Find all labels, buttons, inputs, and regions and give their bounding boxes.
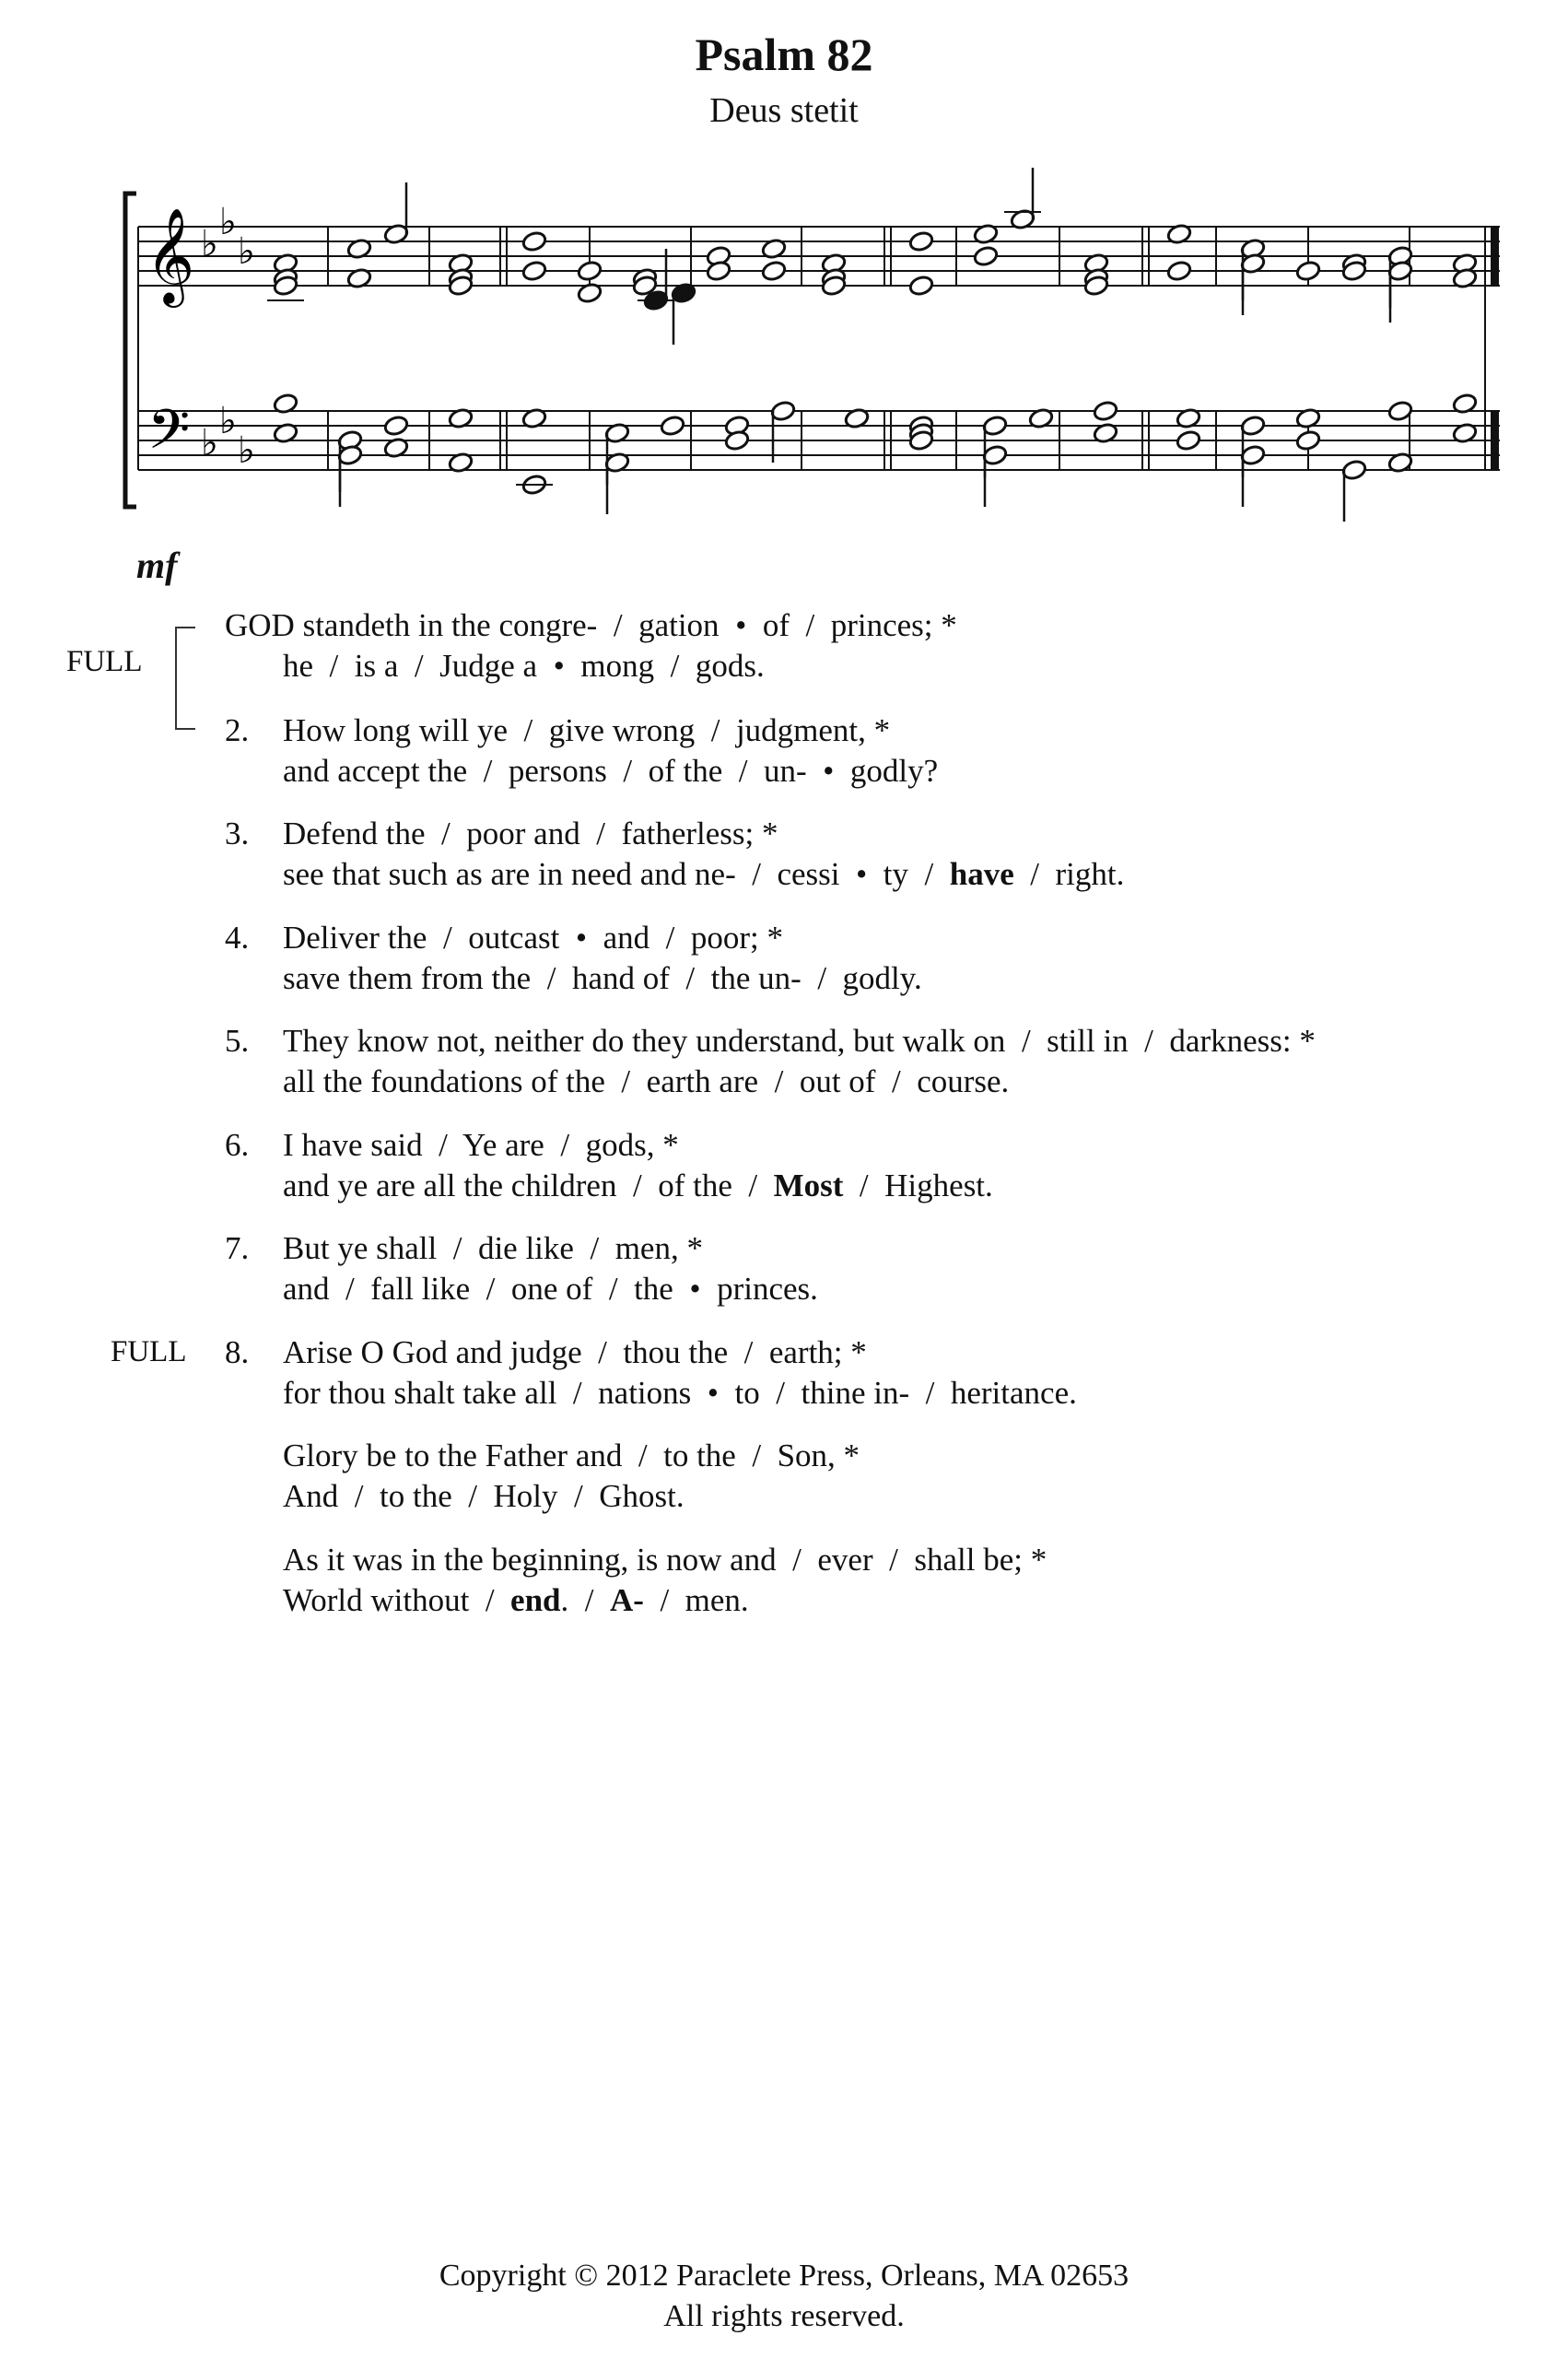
key-signature-flat: ♭ <box>219 201 237 243</box>
pointed-segment: to the <box>663 1438 736 1473</box>
verse-line-1: Defend the / poor and / fatherless; * <box>283 816 778 851</box>
pointed-segment: A- <box>610 1582 644 1618</box>
pointed-segment: still in <box>1047 1023 1129 1059</box>
pointed-segment: ever <box>817 1542 873 1578</box>
verse-number: 4. <box>225 920 250 956</box>
note-head <box>908 275 934 297</box>
verse-number: 7. <box>225 1230 250 1266</box>
pointed-segment: poor; * <box>690 920 784 956</box>
full-label-verse-1: FULL <box>66 645 143 678</box>
pointed-segment: for thou shalt take all <box>283 1375 557 1411</box>
verse-number: 3. <box>225 816 250 851</box>
pointed-segment: gation <box>638 607 720 643</box>
pointed-segment: Ye are <box>462 1127 544 1163</box>
bracket-tick-top <box>175 627 195 628</box>
pointed-segment: of <box>762 607 790 643</box>
pointed-segment: save them from the <box>283 960 532 996</box>
pointed-segment: Deliver the <box>283 920 427 956</box>
pointed-segment: and ye are all the children <box>283 1168 617 1203</box>
pointed-segment: fall like <box>370 1271 471 1307</box>
verse-line-2: see that such as are in need and ne- / cessi • ty / have / right. <box>283 856 1125 892</box>
verse-line-1: They know not, neither do they understand, but walk on / still in / darkness: * <box>283 1023 1316 1059</box>
verse-line-1: GOD standeth in the congre- / gation • of / princes; * <box>225 607 957 643</box>
pointed-segment: persons <box>508 753 607 789</box>
verse-line-2: all the foundations of the / earth are / out of / course. <box>283 1063 1010 1099</box>
verse-line-2: World without / end. / A- / men. <box>283 1582 749 1618</box>
pointed-segment: Son, * <box>777 1438 860 1473</box>
pointed-segment: But ye shall <box>283 1230 438 1266</box>
note-head <box>1295 429 1321 452</box>
pointed-segment: Highest. <box>884 1168 993 1203</box>
note-head <box>577 260 603 282</box>
verse-line-2: he / is a / Judge a • mong / gods. <box>283 648 765 684</box>
verse-number: 2. <box>225 712 250 748</box>
pointed-segment: one of <box>510 1271 593 1307</box>
pointed-segment: fatherless; * <box>621 816 778 851</box>
pointed-segment: course. <box>917 1063 1010 1099</box>
pointed-segment: Arise O God and judge <box>283 1334 582 1370</box>
note-head <box>908 230 934 252</box>
pointed-segment: ty <box>883 856 909 892</box>
verse-line-2: And / to the / Holy / Ghost. <box>283 1478 685 1514</box>
pointed-segment: Judge a <box>439 648 538 684</box>
pointed-segment: he <box>283 648 314 684</box>
key-signature-flat: ♭ <box>201 422 218 464</box>
verse-number: 8. <box>225 1334 250 1370</box>
verse-line-1: Deliver the / outcast • and / poor; * <box>283 920 784 956</box>
pointed-segment: earth; * <box>768 1334 867 1370</box>
pointed-segment: gods. <box>695 648 765 684</box>
note-head <box>1093 400 1118 422</box>
pointed-segment: out of <box>799 1063 876 1099</box>
key-signature-flat: ♭ <box>238 230 255 273</box>
pointed-segment: mong <box>580 648 655 684</box>
dynamic-marking: mf <box>136 545 178 586</box>
verse-line-2: and accept the / persons / of the / un- • godly? <box>283 753 939 789</box>
pointed-segment: of the <box>658 1168 732 1203</box>
treble-clef: 𝄞 <box>146 207 195 304</box>
pointed-segment: World without <box>283 1582 470 1618</box>
note-head <box>660 415 685 437</box>
pointed-segment: and <box>603 920 650 956</box>
note-head <box>761 260 787 282</box>
pointed-segment: die like <box>477 1230 574 1266</box>
pointed-segment: give wrong <box>548 712 696 748</box>
verse-line-1: As it was in the beginning, is now and / ever / shall be; * <box>283 1542 1047 1578</box>
verse-line-2: and ye are all the children / of the / Most / Highest. <box>283 1168 993 1203</box>
pointed-segment: to the <box>380 1478 452 1514</box>
pointed-segment: Glory be to the Father and <box>283 1438 623 1473</box>
verse-line-1: I have said / Ye are / gods, * <box>283 1127 679 1163</box>
pointed-segment: and accept the <box>283 753 468 789</box>
pointed-segment: nations <box>598 1375 692 1411</box>
key-signature-flat: ♭ <box>219 400 237 442</box>
verse-number: 5. <box>225 1023 250 1059</box>
pointed-segment: the <box>634 1271 673 1307</box>
pointed-segment: have <box>949 856 1014 892</box>
verse-line-1: How long will ye / give wrong / judgment, * <box>283 712 891 748</box>
pointed-segment: see that such as are in need and ne- <box>283 856 736 892</box>
full-label-verse-8: FULL <box>111 1335 187 1368</box>
pointed-segment: I have said <box>283 1127 423 1163</box>
pointed-segment: of the <box>648 753 723 789</box>
bracket-tick-bottom <box>175 728 195 730</box>
pointed-segment: earth are <box>646 1063 759 1099</box>
full-bracket <box>175 627 177 730</box>
note-head <box>1166 260 1192 282</box>
pointed-segment: poor and <box>466 816 580 851</box>
verse-line-2: save them from the / hand of / the un- / godly. <box>283 960 922 996</box>
pointed-segment: And <box>283 1478 339 1514</box>
copyright-text: Copyright © 2012 Paraclete Press, Orleans, MA 02653 <box>439 2259 1129 2293</box>
pointed-segment: Ghost. <box>599 1478 685 1514</box>
pointed-segment: men. <box>685 1582 749 1618</box>
final-barline-thick <box>1491 227 1499 286</box>
pointed-segment: is a <box>354 648 399 684</box>
music-score <box>0 0 1568 534</box>
pointed-segment: princes; * <box>830 607 957 643</box>
verse-line-1: Glory be to the Father and / to the / Son, * <box>283 1438 860 1473</box>
system-bracket <box>125 194 136 507</box>
note-head <box>383 415 409 437</box>
pointed-segment: GOD standeth in the congre- <box>225 607 598 643</box>
verse-line-1: But ye shall / die like / men, * <box>283 1230 703 1266</box>
pointed-segment: godly? <box>849 753 939 789</box>
key-signature-flat: ♭ <box>238 429 255 472</box>
pointed-segment: gods, * <box>585 1127 679 1163</box>
page-subtitle: Deus stetit <box>709 91 859 130</box>
pointed-segment: judgment, * <box>735 712 891 748</box>
bass-clef: 𝄢 <box>147 397 191 475</box>
key-signature-flat: ♭ <box>201 223 218 265</box>
pointed-segment: right. <box>1055 856 1125 892</box>
pointed-segment: They know not, neither do they understand, but walk on <box>283 1023 1006 1059</box>
pointed-segment: and <box>283 1271 330 1307</box>
pointed-segment: un- <box>763 753 807 789</box>
note-head <box>521 230 547 252</box>
rights-text: All rights reserved. <box>663 2299 905 2333</box>
pointed-segment: . <box>560 1582 569 1618</box>
note-head <box>973 245 999 267</box>
pointed-segment: heritance. <box>950 1375 1077 1411</box>
pointed-segment: Defend the <box>283 816 426 851</box>
note-head <box>1295 260 1321 282</box>
pointed-segment: outcast <box>468 920 560 956</box>
pointed-segment: thine in- <box>801 1375 910 1411</box>
pointed-segment: Holy <box>493 1478 558 1514</box>
pointed-segment: How long will ye <box>283 712 509 748</box>
pointed-segment: end <box>510 1582 561 1618</box>
pointed-segment: darkness: * <box>1169 1023 1316 1059</box>
copyright-footer <box>0 2256 1568 2337</box>
pointed-segment: all the foundations of the <box>283 1063 605 1099</box>
pointed-segment: Most <box>773 1168 844 1203</box>
note-head <box>1176 429 1201 452</box>
pointed-segment: princes. <box>717 1271 818 1307</box>
final-barline-thick <box>1491 411 1499 470</box>
verse-line-2: for thou shalt take all / nations • to / thine in- / heritance. <box>283 1375 1077 1411</box>
pointed-segment: to <box>734 1375 760 1411</box>
pointed-segment: hand of <box>571 960 670 996</box>
page-title: Psalm 82 <box>695 29 873 80</box>
verse-line-1: Arise O God and judge / thou the / earth; * <box>283 1334 867 1370</box>
verse-number: 6. <box>225 1127 250 1163</box>
pointed-segment: godly. <box>842 960 922 996</box>
note-head <box>521 260 547 282</box>
pointed-segment: cessi <box>777 856 840 892</box>
pointed-segment: thou the <box>623 1334 729 1370</box>
pointed-segment: men, * <box>614 1230 703 1266</box>
pointed-segment: the un- <box>710 960 802 996</box>
pointed-segment: shall be; * <box>914 1542 1047 1578</box>
pointed-segment: As it was in the beginning, is now and <box>283 1542 777 1578</box>
verse-line-2: and / fall like / one of / the • princes. <box>283 1271 818 1307</box>
